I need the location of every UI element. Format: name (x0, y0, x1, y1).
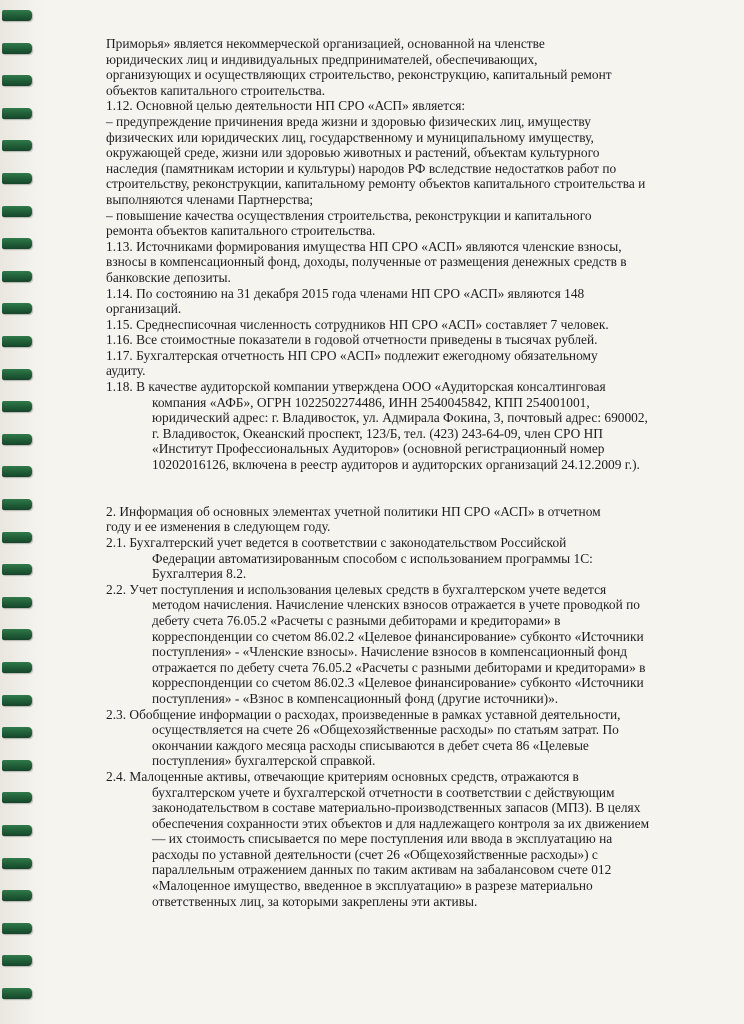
text-line: компания «АФБ», ОГРН 1022502274486, ИНН 2540045842, КПП 254001001, (152, 394, 590, 410)
text-line: 1.13. Источниками формирования имущества НП СРО «АСП» являются членские взносы, (106, 238, 622, 254)
text-line: Бухгалтерия 8.2. (152, 566, 247, 582)
text-line: параллельным отражением данных по таким активам на забалансовом счете 012 (152, 862, 612, 878)
text-line: организующих и осуществляющих строительство, реконструкцию, капитальный ремонт (106, 67, 612, 83)
binding-ring (2, 466, 32, 477)
document-page (106, 36, 712, 909)
text-line: юридический адрес: г. Владивосток, ул. Адмирала Фокина, 3, почтовый адрес: 690002, (152, 410, 648, 426)
binding-ring (2, 369, 32, 380)
binding-ring (2, 792, 32, 803)
text-line: Приморья» является некоммерческой организацией, основанной на членстве (106, 36, 545, 51)
text-line: 2. Информация об основных элементах учетной политики НП СРО «АСП» в отчетном (106, 503, 601, 519)
text-line: 1.16. Все стоимостные показатели в годовой отчетности приведены в тысячах рублей. (106, 332, 598, 348)
text-line: 1.18. В качестве аудиторской компании утверждена ООО «Аудиторская консалтинговая (106, 379, 606, 395)
text-line: году и ее изменения в следующем году. (106, 519, 331, 535)
text-line: 10202016126, включена в реестр аудиторов и аудиторских организаций 24.12.2009 г.). (152, 457, 640, 473)
text-line: выполняются членами Партнерства; (106, 191, 314, 207)
text-line: окружающей среде, жизни или здоровью животных и растений, объектам культурного (106, 145, 600, 161)
text-line: 1.17. Бухгалтерская отчетность НП СРО «АСП» подлежит ежегодному обязательному (106, 347, 598, 363)
text-line: окончании каждого месяца расходы списываются в дебет счета 86 «Целевые (152, 737, 589, 753)
text-line: 2.2. Учет поступления и использования целевых средств в бухгалтерском учете ведется (106, 581, 607, 597)
binding-ring (2, 564, 32, 575)
text-line: обеспечения сохранности этих объектов и для надлежащего контроля за их движением (152, 815, 650, 831)
binding-ring (2, 206, 32, 217)
text-line: расходы по уставной деятельности (счет 26 «Общехозяйственные расходы») с (152, 846, 598, 862)
text-line: законодательством в составе материально-производственных запасов (МПЗ). В целях (152, 800, 641, 816)
binding-ring (2, 271, 32, 282)
binding-ring (2, 499, 32, 510)
text-line: 1.14. По состоянию на 31 декабря 2015 года членами НП СРО «АСП» являются 148 (106, 285, 585, 301)
spiral-binding (0, 0, 44, 1024)
binding-ring (2, 75, 32, 86)
binding-ring (2, 173, 32, 184)
text-line: взносы в компенсационный фонд, доходы, полученные от размещения денежных средств в (106, 254, 627, 270)
text-line: аудиту. (106, 363, 146, 379)
binding-ring (2, 10, 32, 21)
text-line: физических или юридических лиц, государственному и муниципальному имуществу, (106, 129, 594, 145)
binding-ring (2, 43, 32, 54)
text-line: г. Владивосток, Океанский проспект, 123/Б, тел. (423) 243-64-09, член СРО НП (152, 425, 603, 441)
text-line: осуществляется на счете 26 «Общехозяйственные расходы» по статьям затрат. По (152, 722, 619, 738)
text-line: 2.3. Обобщение информации о расходах, произведенные в рамках уставной деятельности, (106, 706, 621, 722)
text-line: корреспонденции со счетом 86.02.2 «Целевое финансирование» субконто «Источники (152, 628, 644, 644)
text-line: корреспонденции со счетом 86.02.3 «Целевое финансирование» субконто «Источники (152, 675, 644, 691)
text-line: «Малоценное имущество, введенное в эксплуатацию» в разрезе материально (152, 878, 593, 894)
text-line: «Институт Профессиональных Аудиторов» (основной регистрационный номер (152, 441, 605, 457)
text-line: банковские депозиты. (106, 269, 231, 285)
binding-ring (2, 434, 32, 445)
binding-ring (2, 140, 32, 151)
text-line: – повышение качества осуществления строительства, реконструкции и капитального (106, 207, 592, 223)
binding-ring (2, 662, 32, 673)
binding-ring (2, 303, 32, 314)
text-line: поступления» бухгалтерской справкой. (152, 753, 376, 769)
text-line: поступления» - «Взнос в компенсационный фонд (другие источники)». (152, 690, 559, 706)
binding-ring (2, 336, 32, 347)
text-line: 2.4. Малоценные активы, отвечающие критериям основных средств, отражаются в (106, 768, 579, 784)
binding-ring (2, 108, 32, 119)
text-line: Федерации автоматизированным способом с использованием программы 1С: (152, 550, 593, 566)
text-line: строительству, реконструкции, капитальному ремонту объектов капитального строительства и (106, 176, 646, 192)
text-line: 2.1. Бухгалтерский учет ведется в соответствии с законодательством Российской (106, 535, 567, 550)
blank-line (106, 473, 712, 489)
text-line: поступления» - «Членские взносы». Начисление взносов в компенсационный фонд (152, 644, 628, 660)
binding-ring (2, 401, 32, 412)
binding-ring (2, 890, 32, 901)
text-line: дебету счета 76.05.2 «Расчеты с разными дебиторами и кредиторами» в (152, 612, 561, 628)
text-line: методом начисления. Начисление членских взносов отражается в учете проводкой по (152, 597, 640, 613)
text-line: ответственных лиц, за которыми закреплены эти активы. (152, 893, 478, 909)
binding-ring (2, 760, 32, 771)
text-line: – предупреждение причинения вреда жизни и здоровью физических лиц, имуществу (106, 113, 591, 129)
blank-line (106, 488, 712, 504)
text-line: 1.12. Основной целью деятельности НП СРО «АСП» является: (106, 98, 466, 114)
binding-ring (2, 955, 32, 966)
text-line: бухгалтерском учете и бухгалтерской отчетности в соответствии с действующим (152, 784, 615, 800)
binding-ring (2, 597, 32, 608)
binding-ring (2, 532, 32, 543)
text-line: организаций. (106, 301, 182, 317)
text-line: наследия (памятникам истории и культуры) народов РФ вследствие недостатков работ по (106, 160, 617, 176)
text-line: ремонта объектов капитального строительства. (106, 223, 376, 239)
binding-ring (2, 695, 32, 706)
text-line: — их стоимость списывается по мере поступления или ввода в эксплуатацию на (152, 831, 613, 847)
binding-ring (2, 727, 32, 738)
text-line: объектов капитального строительства. (106, 82, 326, 98)
text-line: 1.15. Среднесписочная численность сотрудников НП СРО «АСП» составляет 7 человек. (106, 316, 609, 332)
binding-ring (2, 858, 32, 869)
binding-ring (2, 825, 32, 836)
binding-ring (2, 988, 32, 999)
text-line: юридических лиц и индивидуальных предпринимателей, обеспечивающих, (106, 51, 538, 67)
binding-ring (2, 238, 32, 249)
binding-ring (2, 923, 32, 934)
binding-ring (2, 629, 32, 640)
text-line: отражается по дебету счета 76.05.2 «Расчеты с разными дебиторами и кредиторами» в (152, 659, 646, 675)
